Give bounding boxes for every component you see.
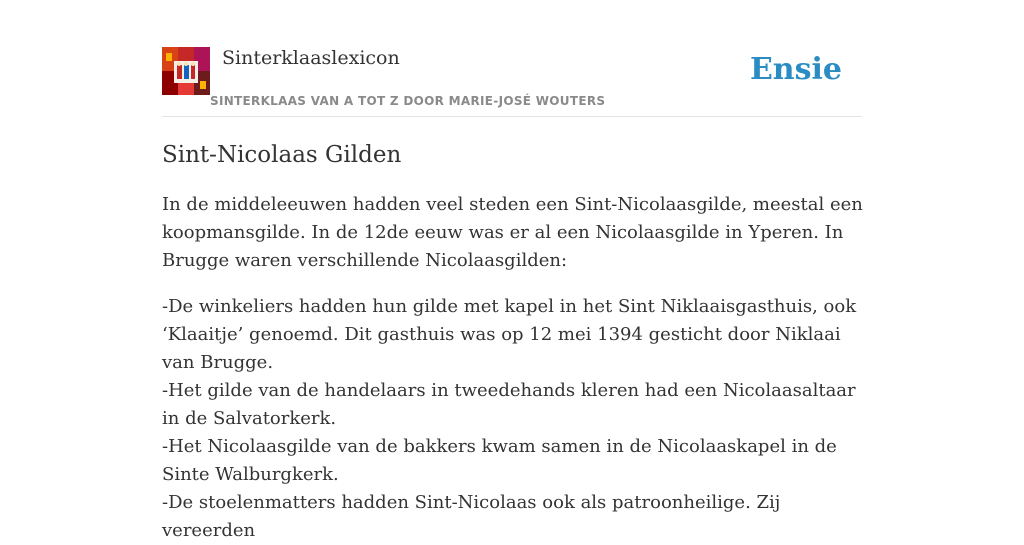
site-title[interactable]: Sinterklaaslexicon <box>222 47 400 69</box>
article <box>162 138 864 545</box>
list-item: -Het Nicolaasgilde van de bakkers kwam samen in de Nicolaaskapel in de Sinte Walburgkerk. <box>162 436 837 485</box>
article-list <box>162 293 864 545</box>
ensie-logo[interactable]: Ensie <box>749 52 842 87</box>
sinterklaas-collage-icon <box>162 47 210 95</box>
article-intro: In de middeleeuwen hadden veel steden een Sint-Nicolaasgilde, meestal een koopmansgilde. In de 12de eeuw was er al een Nicolaasgilde in Yperen. In Brugge waren verschillende Nicolaasgilden: <box>162 194 863 271</box>
site-subtitle: SINTERKLAAS VAN A TOT Z DOOR MARIE-JOSÉ WOUTERS <box>210 94 606 108</box>
list-item: -De winkeliers hadden hun gilde met kapel in het Sint Niklaaisgasthuis, ook ‘Klaaitje’ genoemd. Dit gasthuis was op 12 mei 1394 gesticht door Niklaai van Brugge. <box>162 296 857 373</box>
list-item: -De stoelenmatters hadden Sint-Nicolaas ook als patroonheilige. Zij vereerden <box>162 492 781 541</box>
site-avatar[interactable] <box>162 47 210 95</box>
list-item: -Het gilde van de handelaars in tweedehands kleren had een Nicolaasaltaar in de Salvatorkerk. <box>162 380 856 429</box>
site-header <box>162 0 862 117</box>
article-title: Sint-Nicolaas Gilden <box>162 142 402 168</box>
